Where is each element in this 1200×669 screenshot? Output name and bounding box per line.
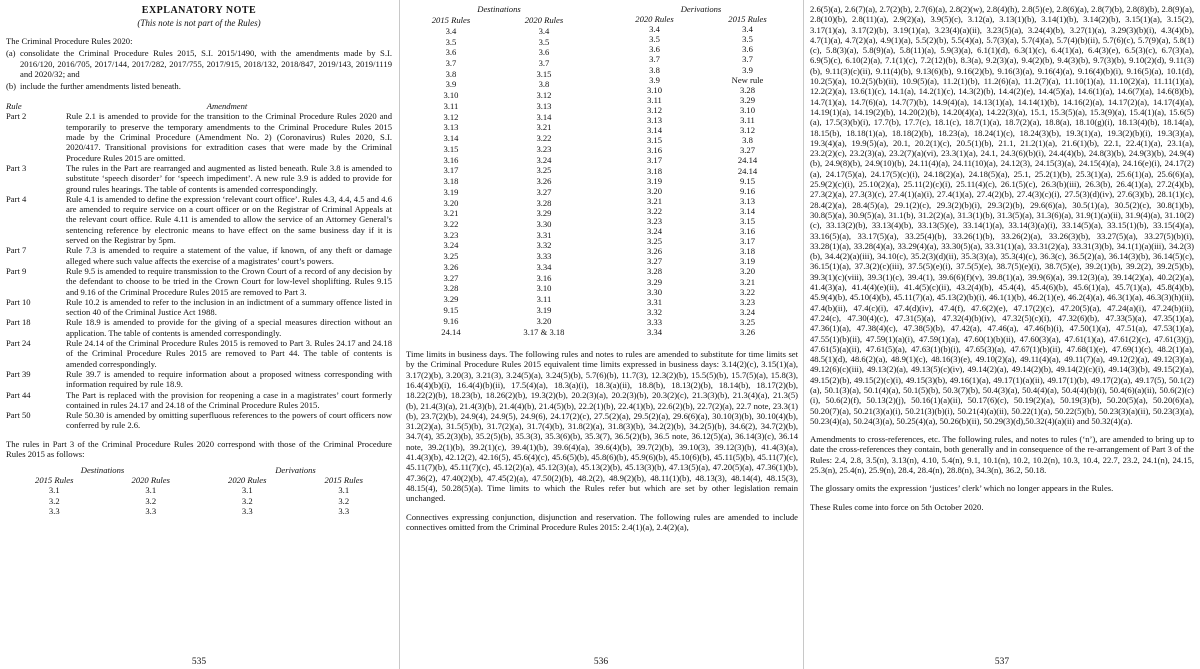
table-cell: 3.2: [338, 495, 350, 506]
table-cell: 3.18: [739, 246, 756, 257]
intro-list: [6, 48, 392, 91]
table-cell: 3.22: [443, 219, 459, 230]
table-row: [406, 122, 592, 133]
table-cell: 3.17: [443, 165, 459, 176]
table-cell: 3.3: [145, 505, 157, 516]
table-cell: 3.6: [445, 47, 457, 58]
explanatory-note-title: EXPLANATORY NOTE: [141, 5, 257, 16]
table-row: [406, 187, 592, 198]
page-number: 537: [994, 657, 1010, 667]
table-cell: 3.20: [646, 185, 663, 196]
table-row: [608, 206, 794, 216]
table-cell: 3.15: [646, 135, 663, 146]
table-row: [406, 165, 592, 176]
col-header: 2015 Rules: [35, 475, 74, 486]
table-cell: 3.27: [739, 145, 756, 156]
amendment-row: [6, 338, 392, 369]
table-row: [406, 36, 592, 47]
table-cell: 3.31: [646, 296, 663, 307]
table-row: [406, 25, 592, 36]
table-cell: 9.16: [443, 315, 459, 326]
table-cell: 3.4: [742, 24, 753, 35]
table-cell: 3.28: [646, 266, 663, 277]
list-item: [6, 81, 392, 91]
table-cell: 3.1: [48, 485, 60, 496]
table-row: [608, 105, 794, 115]
table-cell: 3.27: [646, 256, 663, 267]
table-cell: 3.22: [536, 133, 552, 144]
amendment-text: Rule 24.14 of the Criminal Procedure Rules 2015 is removed to Part 3. Rules 24.17 and 24.18 of the Criminal Procedure Rules 2015 are removed to Part 44. The table of contents is amended correspondingly.: [66, 338, 392, 369]
table-cell: 3.26: [646, 246, 663, 257]
page-535: [0, 0, 398, 669]
table-row: [406, 176, 592, 187]
table-cell: 3.8: [538, 79, 550, 90]
connectives-paragraph: Connectives expressing conjunction, disjunction and reservation. The following rules are amended to include connectives omitted from the Criminal Procedure Rules 2015: 2.4(1)(a), 2.4(2)(a),: [406, 511, 798, 532]
list-item-label: (b): [6, 81, 17, 92]
table-row: [608, 75, 794, 85]
table-row: [406, 58, 592, 69]
amendment-column-header: Amendment: [206, 101, 248, 112]
table-cell: 3.2: [48, 495, 60, 506]
amendment-row: [6, 410, 392, 431]
table-cell: 3.1: [145, 485, 157, 496]
table-row: [608, 216, 794, 226]
table-row: [6, 506, 392, 516]
table-cell: 3.13: [739, 195, 756, 206]
derivations-table: [608, 4, 794, 337]
table-cell: 24.14: [441, 326, 461, 337]
table-cell: 3.13: [646, 115, 663, 126]
table-cell: 3.25: [536, 165, 552, 176]
table-cell: 3.8: [649, 64, 660, 75]
table-cell: 3.23: [739, 296, 756, 307]
table-cell: 9.16: [739, 185, 756, 196]
table-cell: 3.29: [536, 208, 552, 219]
table-cell: 3.11: [647, 94, 662, 105]
table-cell: 3.4: [649, 24, 660, 35]
table-cell: 3.4: [538, 25, 550, 36]
table-cell: 3.21: [536, 122, 552, 133]
amendment-row: [6, 297, 392, 318]
table-row: [608, 34, 794, 44]
col-header: 2015 Rules: [728, 14, 767, 25]
table-cell: 3.5: [538, 36, 550, 47]
destinations-group-header: Destinations: [80, 465, 125, 476]
table-cell: 3.29: [646, 276, 663, 287]
col-header: 2015 Rules: [431, 15, 471, 26]
table-cell: 3.20: [536, 315, 552, 326]
table-cell: 3.1: [338, 485, 350, 496]
table-row: [608, 236, 794, 246]
time-limits-paragraph: Time limits in business days. The following rules and notes to rules are amended to substitute for time limits set by the Criminal Procedure Rules 2015 equivalent time limits expressed in business days: 3.14(2)(c), 3.15(1)(a), 3.17(2)(b), 3.20(3), 3.21(3), 3.24(5)(a), 3.24(5)(b), 5.7(6)(b), 11.7(3), 12.3(2)(b), 15.5(5)(b), 15.7(5)(a), 15.8(3), 16.4(4)(b)(i), 16.4(4)(b)(ii), 17.5(4)(a), 18.3(a)(i), 18.3(a)(ii), 18.8(b), 18.13(2)(b), 18.14(b), 18.17(2)(b), 18.22(2)(b), 18.23(b), 18.26(2)(b), 19.3(2)(b), 20.2(3)(a), 20.2(3)(b), 20.3(2)(c), 21.3(3)(b), 21.3(4)(a), 21.3(5)(b), 21.4(3)(a), 21.4(3)(b), 21.4(4)(b), 21.4(5)(b), 22.2(1)(b), 22.4(1)(b), 22.6(2)(b), 22.7(2)(a), 22.7 note, 23.3(1)(b), 23.7(2)(b), 24.9(4), 24.9(5), 24.9(6), 24.17(2)(c), 27.5(2)(a), 29.5(2)(a), 29.6(6)(a), 30.10(3)(b), 30.10(4)(b), 31.2(2)(a), 31.5(5)(b), 31.7(2)(a), 31.7(4)(b), 31.8(2)(a), 31.8(3)(b), 34.2(2)(b), 34.2(5)(b), 34.6(2), 34.7(2)(b), 34.7(4), 35.2(3)(b), 35.2(5)(b), 35.3(3), 35.3(6)(b), 35.3(7), 36.5(2)(b), 36.5 note, 36.12(5)(a), 36.14(3)(c), 36.14 note, 39.2(1)(b), 39.2(1)(c), 39.4(1)(b), 39.6(4)(a), 39.6(4)(b), 39.7(2)(b), 39.10(3), 39.12(3)(b), 41.4(3)(a), 41.4(3)(b), 42.12(2), 42.16(5), 45.6(4)(c), 45.6(5)(b), 45.8(6)(b), 45.9(6)(b), 45.10(6)(b), 45.11(5)(b), 45.11(7)(c), 45.11(7)(b), 45.11(7)(c), 45.12(2)(a), 45.12(3)(a), 45.13(2)(b), 45.13(3)(b), 47.13(5)(a), 47.20(5)(a), 47.36(1)(b), 47.36(2), 47.40(2)(b), 47.45(2)(a), 47.50(2)(b), 48.2(2), 48.9(2)(b), 48.11(1)(b), 48.13(3), 48.14(4), 48.15(3), 48.15(4), 50.28(5)(a). Time limits to which the Rules refer but which are set by other legislation remain unchanged.: [406, 349, 798, 504]
table-cell: 3.3: [241, 505, 253, 516]
table-cell: 3.34: [536, 261, 552, 272]
table-cell: 3.7: [445, 58, 457, 68]
col-header: 2020 Rules: [131, 475, 170, 486]
table-row: [406, 101, 592, 112]
table-row: [406, 133, 592, 144]
table-row: [406, 154, 592, 165]
amendment-text: The rules in the Part are rearranged and augmented as listed beneath. Rule 3.8 is amended to substitute ‘speech disorder’ for ‘speech impediment’. A new rule 3.9 is added to provide for ground rules hearings. The table of contents is amended correspondingly.: [66, 162, 392, 194]
table-cell: 3.21: [646, 195, 663, 206]
table-cell: 3.16: [646, 145, 663, 156]
table-cell: 3.7: [742, 54, 753, 65]
table-cell: 3.32: [536, 240, 552, 251]
amendment-rule: Part 50: [6, 410, 31, 421]
table-cell: 3.7: [649, 54, 660, 65]
rule-column-header: Rule: [6, 101, 22, 112]
amendment-row: [6, 369, 392, 390]
amendment-row: [6, 317, 392, 338]
table-cell: 3.28: [536, 197, 552, 208]
derivations-group-header: Derivations: [680, 4, 722, 14]
amendment-text: Rule 4.1 is amended to define the expression ‘relevant court office’. Rules 4.3, 4.4, 4.5 and 4.6 are amended to require service on a court officer or on the Registrar of Criminal Appeals at the relevant court office. Rule 4.11 is amended to allow the service of an Attorney General’s sentencing reference by electronic means to have effect on the same business day if it is served on the Registrar by 5pm.: [66, 193, 392, 246]
correspondence-table: [6, 465, 392, 515]
table-cell: 3.6: [649, 44, 660, 55]
table-cell: 3.17 & 3.18: [523, 326, 565, 337]
amendment-row: [6, 245, 392, 266]
table-row: [608, 65, 794, 75]
table-cell: 3.21: [443, 208, 459, 219]
destinations-table: [406, 4, 592, 337]
commencement-paragraph: These Rules come into force on 5th October 2020.: [810, 501, 984, 512]
table-row: [406, 197, 592, 208]
table-row: [406, 240, 592, 251]
table-cell: 3.34: [646, 327, 663, 337]
table-cell: 3.10: [739, 104, 756, 115]
table-cell: 3.26: [443, 261, 459, 272]
table-cell: 24.14: [737, 155, 758, 166]
table-cell: 3.28: [443, 283, 459, 294]
table-cell: 3.25: [646, 236, 663, 247]
list-item: [6, 48, 392, 79]
table-row: [608, 85, 794, 95]
amendment-text: Rule 39.7 is amended to require information about a proposed witness corresponding with information required by rule 18.9.: [66, 368, 392, 390]
amendment-rule: Part 39: [6, 368, 31, 379]
table-cell: 3.23: [536, 143, 552, 154]
table-cell: 3.11: [740, 115, 755, 126]
table-cell: 3.19: [646, 175, 663, 186]
table-cell: 3.20: [443, 197, 459, 208]
table-cell: 3.8: [742, 135, 753, 146]
table-row: [406, 144, 592, 155]
table-cell: 3.26: [739, 327, 756, 337]
table-cell: New rule: [731, 74, 764, 85]
table-cell: 3.5: [649, 34, 660, 45]
amendment-text: Rule 7.3 is amended to require a statement of the value, if known, of any theft or damage alleged where such value affects the exercise of a magistrates’ court’s powers.: [66, 245, 392, 266]
amendment-row: [6, 390, 392, 411]
table-cell: 3.9: [742, 64, 753, 75]
page-number: 536: [593, 657, 609, 667]
table-row: [406, 219, 592, 230]
table-row: [608, 44, 794, 54]
amendment-row: [6, 111, 392, 162]
table-cell: 3.25: [443, 251, 459, 262]
table-row: [406, 251, 592, 262]
table-row: [608, 54, 794, 64]
amendment-text: Rule 18.9 is amended to provide for the giving of a special measures direction without an application. The table of contents is amended correspondingly.: [66, 317, 392, 338]
table-cell: 3.9: [649, 74, 660, 85]
table-cell: 3.14: [739, 205, 756, 216]
table-row: [608, 155, 794, 165]
table-cell: 3.19: [536, 304, 552, 315]
table-cell: 3.24: [646, 226, 663, 237]
table-cell: 3.25: [739, 316, 756, 327]
table-cell: 3.3: [338, 505, 350, 516]
table-row: [406, 68, 592, 79]
amendment-row: [6, 266, 392, 297]
table-cell: 3.14: [536, 111, 552, 122]
table-cell: 3.22: [646, 205, 663, 216]
table-cell: 3.16: [443, 154, 459, 165]
table-cell: 3.27: [536, 186, 552, 197]
table-cell: 3.15: [739, 215, 756, 226]
table-row: [406, 229, 592, 240]
table-cell: 3.29: [739, 94, 756, 105]
amendment-rule: Part 9: [6, 265, 27, 276]
table-row: [608, 246, 794, 256]
table-cell: 3.24: [536, 154, 552, 165]
col-header: 2020 Rules: [228, 475, 267, 486]
table-row: [608, 166, 794, 176]
table-cell: 3.5: [742, 34, 753, 45]
table-cell: 3.16: [536, 272, 552, 283]
table-row: [608, 277, 794, 287]
table-cell: 3.30: [646, 286, 663, 297]
table-cell: 3.33: [536, 251, 552, 262]
table-row: [608, 125, 794, 135]
table-cell: 3.10: [536, 283, 552, 294]
table-cell: 3.9: [445, 79, 457, 90]
destinations-group-header: Destinations: [477, 4, 521, 15]
table-row: [608, 297, 794, 307]
correspondence-text: The rules in Part 3 of the Criminal Procedure Rules 2020 correspond with those of the Criminal Procedure Rules 2015 as follows:: [6, 438, 392, 459]
table-cell: 3.19: [443, 186, 459, 197]
glossary-paragraph: The glossary omits the expression ‘justices’ clerk’ which no longer appears in the Rules.: [810, 483, 1114, 494]
table-cell: 3.7: [538, 58, 550, 68]
amendment-table-header: [6, 101, 392, 111]
table-cell: 3.12: [739, 125, 756, 136]
table-row: [406, 262, 592, 273]
col-header: 2015 Rules: [324, 475, 363, 486]
amendment-text: The Part is replaced with the provision for reopening a case in a magistrates’ court formerly contained in rules 24.17 and 24.18 of the Criminal Procedure Rules 2015.: [66, 389, 392, 410]
amendment-rule: Part 2: [6, 111, 27, 122]
table-row: [406, 326, 592, 337]
table-cell: 3.26: [536, 176, 552, 187]
table-row: [406, 283, 592, 294]
table-cell: 3.2: [241, 495, 253, 506]
amendment-row: [6, 163, 392, 194]
table-cell: 3.12: [646, 104, 663, 115]
table-cell: 3.22: [739, 286, 756, 297]
table-row: [608, 95, 794, 105]
table-row: [406, 47, 592, 58]
connectives-continued: 2.6(5)(a), 2.6(7)(a), 2.7(2)(b), 2.7(6)(a), 2.8(2)(w), 2.8(4)(h), 2.8(5)(e), 2.8(6)(a), 2.8(7)(b), 2.8(8)(b), 2.8(9)(a), 2.8(10)(b), 2.8(11)(a), 2.9(2)(a), 3.9(5)(c), 3.12(a), 3.13(1)(b), 3.14(1)(b), 3.14(2)(b), 3.15(1)(a), 3.15(2), 3.17(1)(a), 3.17(2)(b), 3.19(1)(a), 3.23(4)(a)(ii), 3.23(5)(a), 3.24(4)(b), 3.27(1)(a), 3.29(3)(b)(i), 4.3(4)(b), 4.7(1)(a), 4.7(2)(a), 4.9(1)(a), 5.5(2)(b), 5.5(4)(a), 5.7(3)(a), 5.7(4)(a), 5.7(4)(b)(ii), 5.7(6)(c), 5.7(9)(a), 5.8(1)(c), 5.8(3)(a), 5.8(9)(a), 5.8(11)(a), 5.9(3)(a), 6.1(1)(d), 6.3(1)(c), 6.4(1)(a), 6.4(3)(e), 6.5(3)(c), 6.7(3)(a), 6.9(5)(c), 6.10(2)(a), 7.1(1)(c), 7.2(12)(b), 8.3(a), 9.2(3)(a), 9.4(2)(b), 9.4(3)(b), 9.7(3)(b), 9.10(2)(d), 9.11(3)(b), 9.11(3)(c)(ii), 9.11(4)(b), 9.13(6)(b), 9.16(2)(b), 9.16(3)(a), 9.16(4)(a), 9.16(4)(b)(i), 9.16(5)(a), 10.1(d), 10.2(5)(a), 10.2(5)(b)(ii), 10.9(5)(a), 11.2(1)(b), 11.2(6)(a), 11.2(7)(a), 11.10(1)(a), 11.10(2)(a), 11.11(1)(a), 12.2(2)(a), 13.6(1)(c), 14.1(a), 14.2(1)(c), 14.3(2)(b), 14.4(2)(e), 14.4(5)(a), 14.6(1)(a), 14.6(7)(a), 14.6(8)(b), 14.7(1)(a), 14.7(6)(a), 14.7(7)(b), 14.9(4)(a), 14.13(1)(a), 14.14(1)(b), 14.16(2)(a), 14.17(2)(a), 14.17(4)(a), 14.19(1)(a), 14.19(2)(b), 14.20(2)(b), 14.20(4)(a), 14.22(3)(a), 15.1, 15.3(5)(a), 15.3(9)(a), 15.4(1)(a), 15.6(5)(a), 17.5(3)(b)(i), 17.7(b), 17.7(c), 18.1(c), 18.7(1)(a), 18.7(2)(a), 18.8(a), 18.10(g)(i), 18.13(4)(b), 18.14(a), 18.15(b), 18.18(1)(a), 18.18(2)(b), 18.23(a), 18.24(1)(c), 18.24(3)(b), 19.3(1)(a), 19.3(2)(b)(i), 19.3(3)(a), 19.3(4)(a), 19.9(5)(a), 20.1, 20.2(1)(c), 20.5(1)(b), 21.1, 21.2(1)(a), 21.6(1)(b), 22.1, 22.4(1)(a), 23.1(a), 23.2(2)(c), 23.2(3)(a), 23.2(7)(a)(vi), 23.3(1)(a), 24.1, 24.3(6)(b)(i), 24.4(4)(b), 24.8(3)(b), 24.9(3)(b), 24.9(4)(b), 24.9(8)(b), 24.9(10)(b), 24.11(4)(a), 24.11(10)(a), 24.12(3), 24.15(3)(a), 24.15(4)(a), 24.16(e)(i), 24.17(2)(a), 24.17(5)(a), 24.17(5)(c)(i), 24.18(2)(a), 24.18(5)(a), 25.1, 25.2(1)(b), 25.3(1)(a), 25.6(1)(a), 25.6(6)(a), 25.9(2)(c)(i), 25.10(2)(a), 25.11(2)(c)(i), 25.11(4)(c), 26.1(5)(c), 26.3(b)(iii), 26.3(b), 26.4(1)(a), 27.2(4)(b), 27.3(2)(a), 27.3(3)(c), 27.4(1)(a)(i), 27.4(1)(a), 27.4(2)(b), 27.4(3)(c)(i), 27.5(3)(d)(iv), 27.6(3)(b), 28.1(1)(c), 28.4(2)(a), 28.4(5)(a), 29.1(2)(c), 29.3(2)(b)(i), 29.3(2)(b), 29.6(6)(a), 30.5(1)(a), 30.5(2)(c), 30.8(1)(b), 30.8(5)(a), 30.9(5)(a), 31.1(b), 31.2(2)(a), 31.3(1)(b), 31.3(5)(a), 31.3(6)(a), 31.9(1)(a)(ii), 31.9(4)(a), 31.10(2)(c), 33.13(2)(b), 33.13(4)(b), 33.13(5)(e), 33.14(1)(a), 33.14(3)(a)(i), 33.14(5)(a), 33.15(1)(b), 33.15(4)(a), 33.16(5)(a), 33.17(5)(a), 33.25(4)(b), 33.26(1)(b), 33.26(2)(a), 33.26(3)(b), 33.27(5)(a), 33.27(5)(b)(i), 33.28(1)(a), 33.28(4)(a), 33.29(4)(a), 33.30(5)(a), 33.31(1)(a), 33.31(2)(a), 33.31(3)(b), 34.1(1)(a)(iii), 34.2(3)(b), 34.4(2)(a)(iii), 34.10(c), 35.2(3)(d)(ii), 35.3(3)(a), 35.3(4)(c), 36.3(c), 36.5(2)(a), 36.14(3)(b), 36.14(5)(c), 36.15(1)(a), 37.3(2)(c)(iii), 37.5(5)(e)(i), 37.5(5)(e), 38.7(5)(e)(i), 38.7(5)(e), 39.2(1)(b), 39.2(2), 39.2(5)(b), 39.3(1)(c)(viii), 39.3(1)(c), 39.4(1), 39.6(6)(f)(v), 39.8(1)(a), 39.9(6)(a), 39.12(3)(a), 39.14(2)(a), 40.2(2)(a), 41.4(3)(a), 41.4(4)(e)(ii), 41.4(5)(c)(ii), 43.2(4)(b), 45.4(4), 45.4(6)(b), 45.6(1)(a), 45.7(1)(a), 45.8(4)(b), 45.9(4)(b), 45.10(4)(b), 45.11(7)(a), 45.13(2)(b)(i), 46.1(1)(b), 46.2(1)(e), 46.2(4)(a), 46.3(1)(a), 46.3(3)(h)(ii), 47.4(b)(ii), 47.4(c)(i), 47.4(d)(iv), 47.4(f), 47.6(2)(e), 47.17(2)(c), 47.20(5)(a), 47.24(a)(i), 47.24(b)(ii), 47.24(c), 47.30(4)(c), 47.31(5)(a), 47.32(4)(b)(iv), 47.32(5)(c)(i), 47.32(6)(b), 47.33(5)(a), 47.35(1)(a), 47.36(1)(a), 47.38(4)(c), 47.38(5)(b), 47.42(a), 47.46(a), 47.46(b)(i), 47.50(1)(a), 47.51(a), 47.53(1)(a), 47.55(1)(b)(ii), 47.59(1)(a)(i), 47.59(1)(a), 47.60(1)(b)(ii), 47.60(3)(a), 47.61(1)(a), 47.61(2)(c), 47.61(3)(j), 47.61(5)(a)(ii), 47.61(5)(a), 47.63(1)(b)(i), 47.65(3)(a), 47.67(1)(b)(ii), 47.68(1)(e), 47.69(1)(c), 48.2(1)(a), 48.5(1)(d), 48.6(2)(a), 48.9(1)(c), 48.16(3)(e), 49.10(2)(a), 49.11(4)(a), 49.11(7)(a), 49.12(2)(a), 49.12(3)(a), 49.12(6)(c)(iii), 49.13(2)(a), 49.13(5)(c)(iv), 49.14(2)(a), 49.14(2)(b), 49.14(2)(c)(i), 49.14(3)(b), 49.15(2)(a), 49.15(2)(b), 49.15(2)(c)(i), 49.15(3)(b), 49.16(1)(a), 49.17(1)(a)(ii), 49.17(1)(b), 49.17(2)(a), 49.17(5), 50.1(2)(a), 50.1(3)(a), 50.1(4)(a), 50.1(5)(b), 50.3(7)(b), 50.4(3)(a), 50.4(4)(a), 50.4(4)(b)(i), 50.4(6)(a)(ii), 50.6(2)(c)(i), 50.6(2)(f), 50.13(2)(j), 50.16(1)(a)(ii), 50.17(6)(c), 50.19(2)(a), 50.19(3)(b), 50.20(5)(a), 50.20(6)(a), 50.20(7)(a), 50.21(3)(a)(i), 50.21(3)(b)(i), 50.21(4)(a)(ii), 50.22(1)(a), 50.22(5)(b), 50.23(3)(a)(ii), 50.23(3)(a), 50.23(4)(a), 50.24(3)(a), 50.25(4)(a), 50.26(b)(ii), 50.29(3)(d),50.32(4)(a)(ii) and 50.32(4)(a).: [810, 4, 1194, 426]
derivations-group-header: Derivations: [275, 465, 316, 476]
table-row: [406, 208, 592, 219]
table-row: [608, 186, 794, 196]
cross-references-paragraph: Amendments to cross-references, etc. The following rules, and notes to rules (‘n’), are amended to bring up to date the cross-references they contain, both generally and in consequence of the re-arrangement of Part 3 of the Rules: 2.4, 2.8, 3.5(n), 3.13(n), 4.10, 5.4(n), 9.1, 10.1(n), 10.2, 10.2(n), 10.3, 10.4, 22.7, 23.2, 24.1(n), 24.15, 25.3(n), 25.4(n), 25.9(n), 28.4, 28.4(n), 28.8(n), 34.3(n), 36.2, 50.18.: [810, 434, 1194, 476]
table-row: [406, 111, 592, 122]
table-row: [608, 226, 794, 236]
table-row: [608, 24, 794, 34]
amendment-table: [6, 111, 392, 430]
table-cell: 3.33: [646, 316, 663, 327]
amendment-text: Rule 10.2 is amended to refer to the inclusion in an indictment of a summary offence listed in section 40 of the Criminal Justice Act 1988.: [66, 296, 392, 318]
table-cell: 3.6: [742, 44, 753, 55]
table-cell: 3.27: [443, 272, 459, 283]
table-cell: 3.10: [443, 90, 459, 101]
table-row: [6, 496, 392, 506]
table-cell: 3.19: [739, 256, 756, 267]
amendment-text: Rule 50.30 is amended by omitting superfluous references to the powers of court officers now conferred by rule 2.6.: [66, 410, 392, 431]
table-row: [608, 317, 794, 327]
amendment-rule: Part 18: [6, 317, 31, 328]
table-cell: 3.24: [443, 240, 459, 251]
table-row: [608, 327, 794, 337]
table-cell: 3.14: [443, 133, 459, 144]
table-cell: 3.15: [443, 143, 459, 154]
table-cell: 3.23: [646, 215, 663, 226]
amendment-text: Rule 2.1 is amended to provide for the transition to the Criminal Procedure Rules 2020 and temporarily to preserve the temporary amendments to the Criminal Procedure Rules 2015 made by the Criminal Procedure (Amendment No. 2) (Coronavirus) Rules 2020, S.I. 2020/417. Transitional provisions for extradition cases that were made by the Criminal Procedure Rules 2015 are omitted.: [66, 111, 392, 163]
table-cell: 3.21: [739, 276, 756, 287]
table-row: [608, 176, 794, 186]
amendment-rule: Part 7: [6, 245, 27, 256]
table-row: [406, 272, 592, 283]
table-row: [608, 196, 794, 206]
table-cell: 3.4: [445, 25, 457, 36]
list-item-text: include the further amendments listed beneath.: [20, 81, 181, 92]
page-537: [804, 0, 1200, 669]
table-row: [608, 145, 794, 155]
page-536: [400, 0, 802, 669]
table-row: [608, 307, 794, 317]
table-cell: 3.12: [536, 90, 552, 101]
page-number: 535: [191, 657, 207, 667]
amendment-rule: Part 3: [6, 162, 27, 173]
table-cell: 9.15: [739, 175, 756, 186]
table-row: [608, 115, 794, 125]
amendment-text: Rule 9.5 is amended to require transmission to the Crown Court of a record of any decision by the defendant to choose to be tried in the Crown Court for low-level shoplifting. Rules 9.15 and 9.16 of the Criminal Procedure Rules 2015 are removed to Part 3.: [66, 265, 392, 297]
table-row: [608, 266, 794, 276]
table-cell: 3.23: [443, 229, 459, 240]
explanatory-note-subtitle: (This note is not part of the Rules): [137, 18, 261, 28]
intro-text: The Criminal Procedure Rules 2020:: [6, 36, 133, 46]
table-cell: 3.31: [536, 229, 552, 240]
table-cell: 3.17: [739, 236, 756, 247]
table-row: [406, 294, 592, 305]
table-row: [608, 287, 794, 297]
table-cell: 3.12: [443, 111, 459, 122]
table-cell: 3.32: [646, 306, 663, 317]
table-cell: 3.5: [445, 36, 457, 47]
amendment-rule: Part 44: [6, 389, 31, 400]
table-row: [608, 256, 794, 266]
table-cell: 3.20: [739, 266, 756, 277]
table-cell: 3.6: [538, 47, 550, 58]
amendment-row: [6, 194, 392, 245]
table-cell: 3.16: [739, 226, 756, 237]
table-cell: 3.13: [443, 122, 459, 133]
table-cell: 3.30: [536, 219, 552, 230]
table-cell: 3.11: [536, 294, 552, 305]
table-row: [406, 79, 592, 90]
table-cell: 3.2: [145, 495, 157, 506]
table-cell: 3.3: [48, 505, 60, 516]
table-row: [6, 485, 392, 495]
table-cell: 3.28: [739, 84, 756, 95]
col-header: 2020 Rules: [524, 15, 564, 26]
table-cell: 3.18: [646, 165, 663, 176]
table-cell: 24.14: [737, 165, 758, 176]
col-header: 2020 Rules: [635, 14, 674, 25]
table-cell: 9.15: [443, 304, 459, 315]
table-cell: 3.29: [443, 294, 459, 305]
amendment-rule: Part 4: [6, 193, 27, 204]
list-item-label: (a): [6, 48, 16, 59]
amendment-rule: Part 24: [6, 338, 31, 349]
table-cell: 3.8: [445, 68, 457, 79]
table-cell: 3.11: [443, 100, 459, 111]
table-row: [406, 90, 592, 101]
table-cell: 3.15: [536, 68, 552, 79]
amendment-rule: Part 10: [6, 296, 31, 307]
table-row: [608, 135, 794, 145]
table-cell: 3.18: [443, 176, 459, 187]
table-cell: 3.17: [646, 155, 663, 166]
table-row: [406, 305, 592, 316]
table-cell: 3.14: [646, 125, 663, 136]
table-cell: 3.13: [536, 100, 552, 111]
table-cell: 3.10: [646, 84, 663, 95]
table-cell: 3.24: [739, 306, 756, 317]
table-cell: 3.1: [241, 485, 253, 496]
table-row: [406, 315, 592, 326]
list-item-text: consolidate the Criminal Procedure Rules 2015, S.I. 2015/1490, with the amendments made by S.I. 2016/120, 2016/705, 2017/144, 2017/282, 2017/755, 2017/915, 2018/132, 2018/847, 2019/143, 2019/1119 and 2020/32; and: [20, 48, 392, 79]
